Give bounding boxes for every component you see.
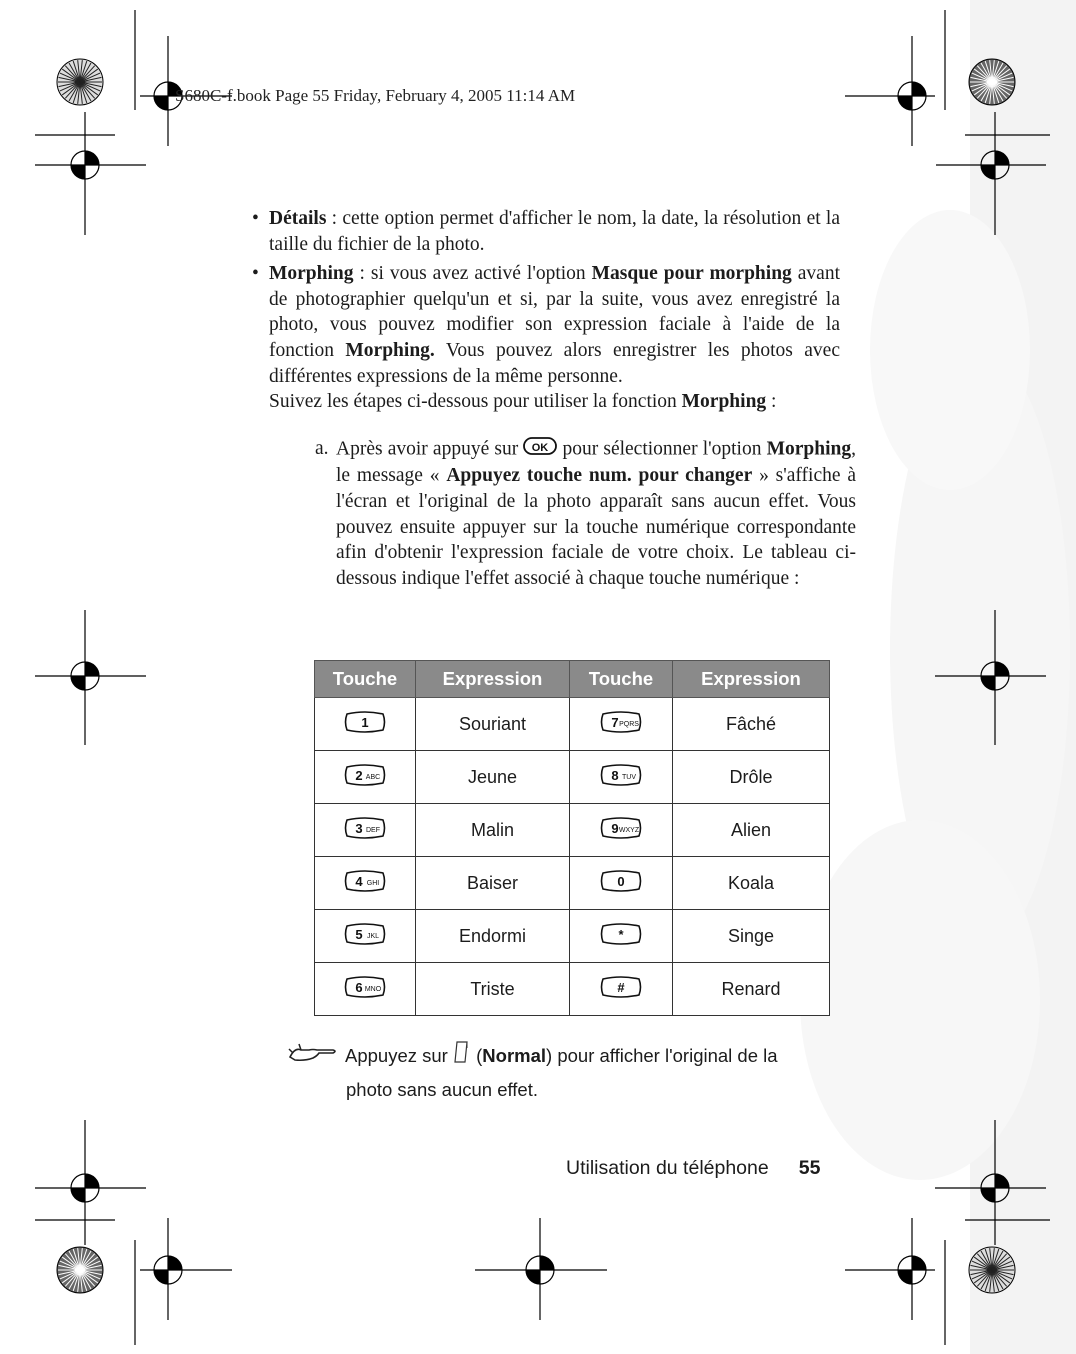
- key-cell: [570, 751, 673, 804]
- table-row: [315, 698, 830, 751]
- text-span: Après avoir appuyé sur: [336, 438, 524, 460]
- key-cell: [570, 804, 673, 857]
- keypad-key-icon: [599, 869, 643, 898]
- bullet-dot: •: [252, 208, 259, 229]
- term-morphing: Morphing: [269, 263, 354, 285]
- key-digit: 2: [355, 767, 363, 783]
- key-cell: [315, 910, 416, 963]
- table-header-row: [315, 661, 830, 698]
- key-letters: JKL: [366, 932, 380, 940]
- expression-cell: Triste: [416, 963, 570, 1016]
- key-letters: ABC: [365, 773, 381, 781]
- expression-cell: Singe: [673, 910, 830, 963]
- bullet-dot: •: [252, 263, 259, 285]
- key-cell: [315, 857, 416, 910]
- keypad-key-icon: [599, 710, 643, 739]
- text-span: pour sélectionner l'option: [557, 438, 767, 460]
- expression-cell: Souriant: [416, 698, 570, 751]
- main-content: [252, 206, 857, 591]
- key-cell: [315, 751, 416, 804]
- key-cell: [315, 804, 416, 857]
- term-message: Appuyez touche num. pour changer: [446, 465, 753, 487]
- key-cell: [570, 698, 673, 751]
- expression-cell: Malin: [416, 804, 570, 857]
- note-line-1: [287, 1040, 863, 1074]
- key-digit: 3: [355, 820, 363, 836]
- page-header: S680C-f.book Page 55 Friday, February 4, 2005 11:14 AM: [175, 86, 576, 105]
- table-row: [315, 963, 830, 1016]
- keypad-key-icon: [343, 975, 387, 1004]
- soft-key-icon: [453, 1040, 471, 1074]
- step-a: [315, 436, 856, 592]
- text-span: ) pour afficher l'original de la: [546, 1045, 778, 1066]
- expression-cell: Baiser: [416, 857, 570, 910]
- expression-cell: Koala: [673, 857, 830, 910]
- pointing-hand-icon: [287, 1041, 339, 1073]
- ok-key-icon: [523, 436, 557, 464]
- term-morphing: Morphing: [766, 438, 852, 460]
- key-digit: 0: [617, 873, 625, 889]
- key-cell: [315, 698, 416, 751]
- key-letters: DEF: [366, 826, 380, 834]
- bullet-text: [269, 206, 840, 257]
- table-row: [315, 751, 830, 804]
- expression-cell: Endormi: [416, 910, 570, 963]
- expression-cell: Jeune: [416, 751, 570, 804]
- keypad-key-icon: [343, 763, 387, 792]
- key-digit: 7: [611, 714, 619, 730]
- column-header: Touche: [570, 661, 673, 698]
- key-letters: GHI: [366, 879, 380, 887]
- column-header: Touche: [315, 661, 416, 698]
- bullet-text: [269, 261, 840, 389]
- bullet-details: [252, 206, 840, 257]
- key-letters: TUV: [622, 773, 636, 781]
- table-row: [315, 804, 830, 857]
- footer-title: Utilisation du téléphone: [566, 1157, 769, 1179]
- term-details: Détails: [269, 208, 327, 229]
- text-span: (: [470, 1045, 483, 1066]
- text-span: avant de photographier quelqu'un et si, par la suite, vous avez enregistré la photo, vous pouvez modifier son expression faciale à l'aide de la fonction: [269, 263, 841, 361]
- key-digit: 4: [355, 873, 363, 889]
- keypad-key-icon: [599, 975, 643, 1004]
- expression-cell: Renard: [673, 963, 830, 1016]
- ok-key-label: OK: [532, 441, 549, 454]
- table-row: [315, 857, 830, 910]
- key-digit: 1: [361, 714, 369, 730]
- column-header: Expression: [673, 661, 830, 698]
- keypad-key-icon: [343, 869, 387, 898]
- note-line-2: photo sans aucun effet.: [346, 1079, 539, 1101]
- keypad-key-icon: [343, 710, 387, 739]
- key-letters: PQRS: [619, 720, 639, 728]
- term-masque: Masque pour morphing: [591, 263, 792, 285]
- key-digit: #: [617, 979, 625, 995]
- table-row: [315, 910, 830, 963]
- keypad-key-icon: [599, 922, 643, 951]
- keys-table: [314, 660, 830, 1016]
- expression-cell: Alien: [673, 804, 830, 857]
- column-header: Expression: [416, 661, 570, 698]
- text-span: , le message «: [336, 438, 857, 487]
- term-normal: Normal: [482, 1045, 547, 1066]
- key-digit: 9: [611, 820, 619, 836]
- key-digit: 6: [355, 979, 363, 995]
- text-span: » s'affiche à l'écran et l'original de la photo apparaît sans aucun effet. Vous pouvez ensuite appuyer sur la touche numérique correspondante afin d'obtenir l'expression faciale de votre choix. Le tableau ci-dessous indique l'effet associé à chaque touche numérique :: [336, 465, 856, 589]
- keypad-key-icon: [599, 763, 643, 792]
- key-cell: [570, 857, 673, 910]
- page-number: 55: [798, 1157, 821, 1179]
- key-cell: [315, 963, 416, 1016]
- text-span: :: [766, 391, 777, 413]
- key-letters: WXYZ: [618, 826, 640, 834]
- key-cell: [570, 910, 673, 963]
- details-description: : cette option permet d'afficher le nom, la date, la résolution et la taille du fichier de la photo.: [269, 208, 840, 255]
- keypad-key-icon: [343, 816, 387, 845]
- expression-cell: Drôle: [673, 751, 830, 804]
- page-footer: [566, 1157, 820, 1180]
- text-span: Vous pouvez alors enregistrer les photos avec différentes expressions de la même personne.: [269, 339, 840, 387]
- note-block: [287, 1040, 863, 1106]
- term-morphing: Morphing.: [345, 339, 435, 361]
- key-digit: 8: [611, 767, 619, 783]
- key-letters: MNO: [364, 985, 382, 993]
- key-digit: 5: [355, 926, 363, 942]
- text-span: : si vous avez activé l'option: [353, 263, 592, 285]
- expression-cell: Fâché: [673, 698, 830, 751]
- step-number: a.: [315, 437, 329, 459]
- term-morphing: Morphing: [681, 391, 767, 413]
- key-digit: *: [618, 926, 624, 942]
- keypad-key-icon: [343, 922, 387, 951]
- keypad-key-icon: [599, 816, 643, 845]
- bullet-morphing: [252, 261, 840, 415]
- text-span: Appuyez sur: [345, 1045, 453, 1066]
- follow-line: [269, 389, 840, 415]
- text-span: Suivez les étapes ci-dessous pour utiliser la fonction: [269, 391, 682, 413]
- key-cell: [570, 963, 673, 1016]
